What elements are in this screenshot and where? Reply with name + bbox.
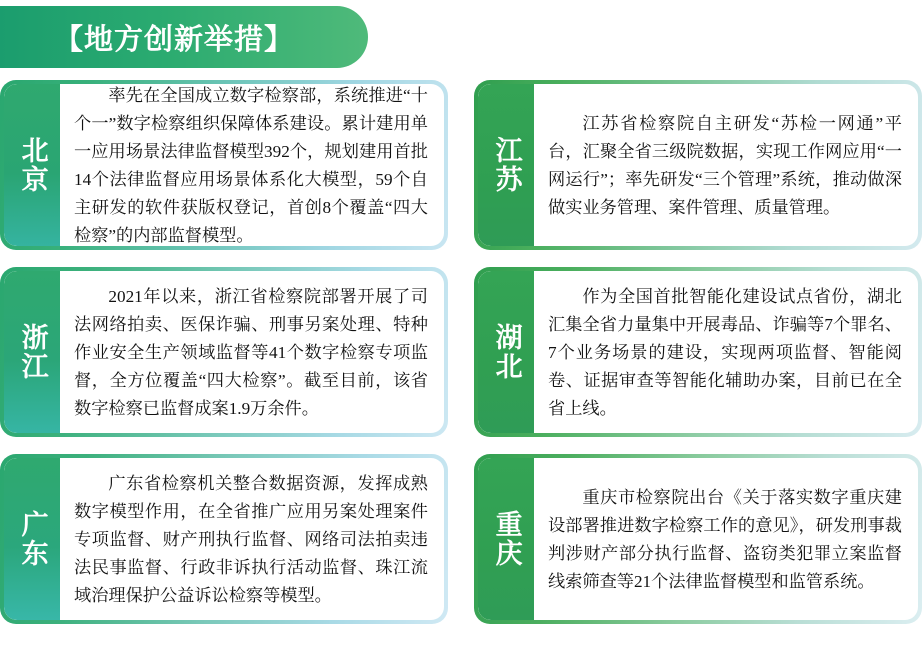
cards-grid bbox=[0, 80, 922, 641]
province-label: 浙江 bbox=[17, 323, 48, 381]
card-inner bbox=[478, 458, 918, 620]
card-text: 率先在全国成立数字检察部，系统推进“十个一”数字检察组织保障体系建设。累计建用单一应用场景法律监督模型392个，规划建用首批14个法律监督应用场景体系化大模型，59个自主研发的软件获版权登记，首创8个覆盖“四大检察”的内部监督模型。 bbox=[74, 86, 428, 245]
card-zhejiang bbox=[0, 267, 448, 437]
province-label: 湖北 bbox=[491, 323, 522, 381]
card-hubei bbox=[474, 267, 922, 437]
card-body bbox=[60, 84, 444, 246]
province-tab bbox=[4, 84, 60, 246]
card-body bbox=[534, 84, 918, 246]
province-tab bbox=[478, 458, 534, 620]
card-inner bbox=[4, 84, 444, 246]
province-tab bbox=[478, 271, 534, 433]
card-row bbox=[0, 454, 922, 624]
page-title: 【地方创新举措】 bbox=[54, 23, 295, 56]
card-chongqing bbox=[474, 454, 922, 624]
card-inner bbox=[478, 84, 918, 246]
card-row bbox=[0, 267, 922, 437]
page-title-banner bbox=[0, 6, 368, 68]
card-inner bbox=[478, 271, 918, 433]
card-text: 作为全国首批智能化建设试点省份，湖北汇集全省力量集中开展毒品、诈骗等7个罪名、7个业务场景的建设，实现两项监督、智能阅卷、证据审查等智能化辅助办案，目前已在全省上线。 bbox=[548, 287, 902, 418]
card-body bbox=[60, 271, 444, 433]
card-beijing bbox=[0, 80, 448, 250]
card-text: 江苏省检察院自主研发“苏检一网通”平台，汇聚全省三级院数据，实现工作网应用“一网运行”；率先研发“三个管理”系统，推动做深做实业务管理、案件管理、质量管理。 bbox=[548, 114, 902, 217]
card-row bbox=[0, 80, 922, 250]
province-label: 北京 bbox=[17, 136, 48, 194]
province-tab bbox=[4, 271, 60, 433]
card-inner bbox=[4, 271, 444, 433]
card-body bbox=[534, 458, 918, 620]
card-guangdong bbox=[0, 454, 448, 624]
card-inner bbox=[4, 458, 444, 620]
province-tab bbox=[4, 458, 60, 620]
card-jiangsu bbox=[474, 80, 922, 250]
province-label: 广东 bbox=[17, 510, 48, 568]
card-text: 广东省检察机关整合数据资源，发挥成熟数字模型作用，在全省推广应用另案处理案件专项监督、财产刑执行监督、网络司法拍卖违法民事监督、行政非诉执行活动监督、珠江流域治理保护公益诉讼检察等模型。 bbox=[74, 474, 428, 605]
card-text: 2021年以来，浙江省检察院部署开展了司法网络拍卖、医保诈骗、刑事另案处理、特种作业安全生产领域监督等41个数字检察专项监督，全方位覆盖“四大检察”。截至目前，该省数字检察已监督成案1.9万余件。 bbox=[74, 287, 428, 418]
card-body bbox=[534, 271, 918, 433]
province-tab bbox=[478, 84, 534, 246]
card-body bbox=[60, 458, 444, 620]
province-label: 江苏 bbox=[491, 136, 522, 194]
card-text: 重庆市检察院出台《关于落实数字重庆建设部署推进数字检察工作的意见》，研发刑事裁判涉财产部分执行监督、盗窃类犯罪立案监督线索筛查等21个法律监督模型和监管系统。 bbox=[548, 488, 902, 591]
province-label: 重庆 bbox=[491, 510, 522, 568]
